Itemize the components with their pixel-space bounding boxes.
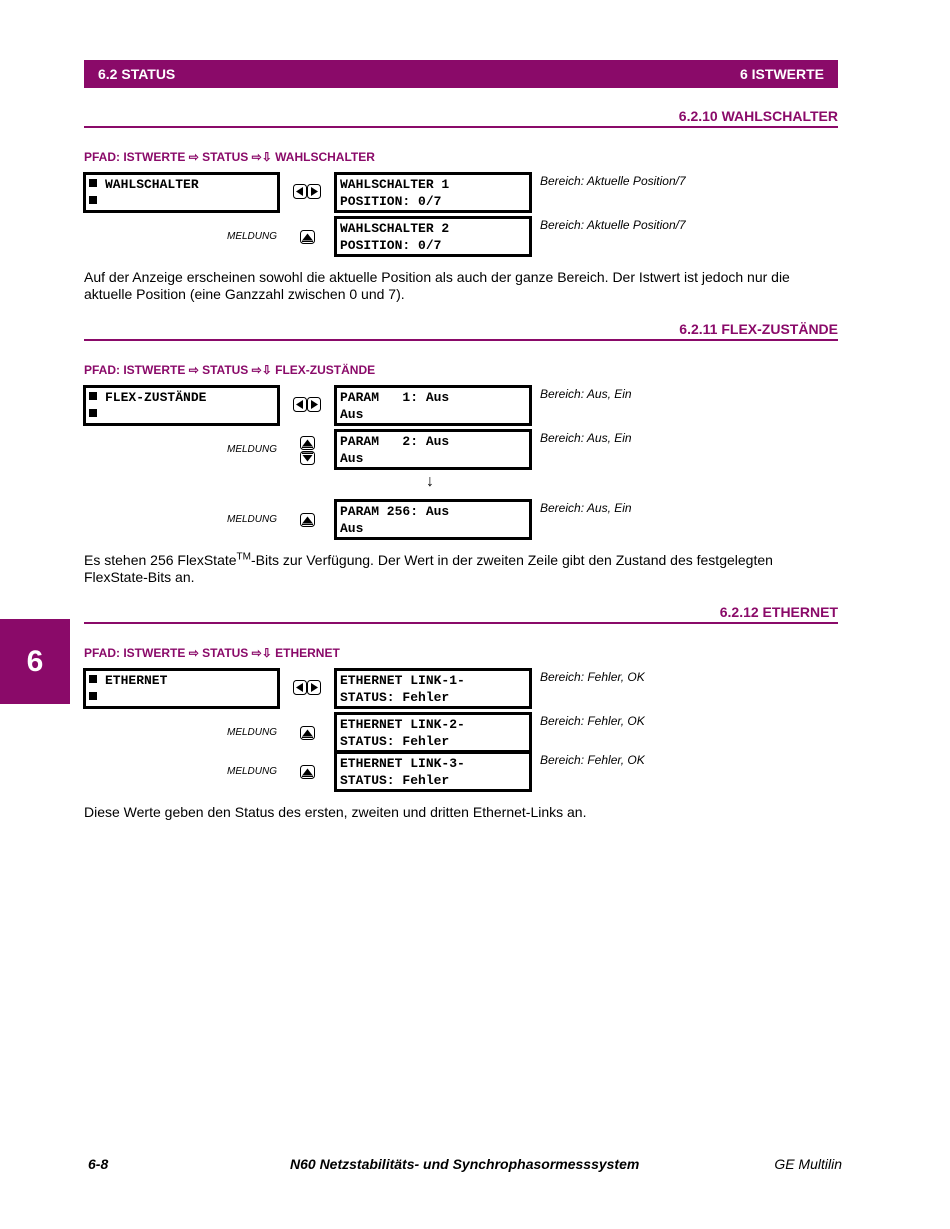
range-label: Bereich: Aus, Ein	[540, 501, 632, 515]
left-right-keys-icon	[293, 680, 322, 696]
text-part: -Bits zur Verfügung. Der Wert in der zweiten Zeile gibt den Zustand des festgelegten FlexState-Bits an.	[84, 552, 773, 585]
header-right: 6 ISTWERTE	[739, 66, 824, 82]
menu-box-ethernet	[83, 668, 280, 709]
value-line-2: STATUS: Fehler	[340, 734, 450, 749]
value-box	[334, 668, 532, 709]
range-label: Bereich: Aus, Ein	[540, 387, 632, 401]
range-label: Bereich: Fehler, OK	[540, 714, 645, 728]
path-part: PFAD: ISTWERTE	[84, 363, 186, 377]
up-key-icon	[300, 513, 316, 528]
paragraph-ethernet: Diese Werte geben den Status des ersten, zweiten und dritten Ethernet-Links an.	[84, 804, 587, 820]
range-label: Bereich: Aus, Ein	[540, 431, 632, 445]
text-part: Es stehen 256 FlexState	[84, 552, 237, 568]
value-line-1: ETHERNET LINK-2-	[340, 717, 465, 732]
range-label: Bereich: Fehler, OK	[540, 670, 645, 684]
up-key-icon	[300, 765, 316, 780]
section-title-ethernet: 6.2.12 ETHERNET	[719, 604, 838, 620]
value-box	[334, 712, 532, 753]
footer-title: N60 Netzstabilitäts- und Synchrophasormesssystem	[290, 1156, 640, 1172]
value-line-2: POSITION: 0/7	[340, 194, 442, 209]
meldung-label: MELDUNG	[226, 766, 277, 777]
section-title-flex: 6.2.11 FLEX-ZUSTÄNDE	[679, 321, 838, 337]
meldung-label: MELDUNG	[226, 231, 277, 242]
value-line-2: Aus	[340, 451, 364, 466]
section-divider	[84, 622, 838, 624]
path-part: STATUS	[202, 646, 249, 660]
path-part: STATUS	[202, 363, 249, 377]
value-line-1: PARAM 1: Aus	[340, 390, 450, 405]
header-left: 6.2 STATUS	[98, 66, 176, 82]
value-line-2: STATUS: Fehler	[340, 690, 450, 705]
range-label: Bereich: Aktuelle Position/7	[540, 218, 686, 232]
up-key-icon	[300, 230, 316, 245]
path-part: STATUS	[202, 150, 249, 164]
path-ethernet	[84, 646, 340, 660]
value-line-1: PARAM 256: Aus	[340, 504, 450, 519]
path-part: ETHERNET	[275, 646, 340, 660]
path-part: FLEX-ZUSTÄNDE	[275, 363, 376, 377]
up-key-icon	[300, 726, 316, 741]
path-wahlschalter	[84, 150, 375, 164]
value-line-2: POSITION: 0/7	[340, 238, 442, 253]
value-box	[334, 172, 532, 213]
value-line-1: ETHERNET LINK-3-	[340, 756, 465, 771]
value-box	[334, 429, 532, 470]
path-part: PFAD: ISTWERTE	[84, 150, 186, 164]
page-header-bar	[84, 60, 838, 88]
section-title-wahlschalter: 6.2.10 WAHLSCHALTER	[678, 108, 838, 124]
right-arrow-icon: ⇨	[251, 150, 262, 164]
menu-label: ETHERNET	[105, 673, 168, 688]
meldung-label: MELDUNG	[226, 514, 277, 525]
path-flex	[84, 363, 375, 377]
chapter-side-tab: 6	[0, 619, 70, 704]
menu-label: WAHLSCHALTER	[105, 177, 199, 192]
up-key-icon	[300, 436, 316, 451]
range-label: Bereich: Aktuelle Position/7	[540, 174, 686, 188]
menu-box-flex	[83, 385, 280, 426]
menu-box-wahlschalter	[83, 172, 280, 213]
meldung-label: MELDUNG	[226, 444, 277, 455]
path-part: PFAD: ISTWERTE	[84, 646, 186, 660]
value-box	[334, 499, 532, 540]
value-line-1: WAHLSCHALTER 1	[340, 177, 450, 192]
trademark-sup: TM	[236, 551, 251, 563]
footer-page-number: 6-8	[88, 1156, 109, 1172]
range-label: Bereich: Fehler, OK	[540, 753, 645, 767]
value-box	[334, 385, 532, 426]
value-line-1: PARAM 2: Aus	[340, 434, 450, 449]
value-line-1: ETHERNET LINK-1-	[340, 673, 465, 688]
right-arrow-icon: ⇨	[251, 646, 262, 660]
left-right-keys-icon	[293, 397, 322, 413]
right-arrow-icon: ⇨	[188, 646, 199, 660]
right-arrow-icon: ⇨	[188, 363, 199, 377]
right-arrow-icon: ⇨	[251, 363, 262, 377]
right-arrow-icon: ⇨	[188, 150, 199, 164]
down-arrow-icon: ⇩	[261, 150, 272, 164]
down-arrow-icon: ⇩	[261, 363, 272, 377]
value-box	[334, 751, 532, 792]
down-key-icon	[300, 451, 316, 466]
paragraph-wahlschalter: Auf der Anzeige erscheinen sowohl die aktuelle Position als auch der ganze Bereich. Der Istwert ist jedoch nur die aktuelle Position (eine Ganzzahl zwischen 0 und 7).	[84, 269, 790, 302]
footer-company: GE Multilin	[774, 1156, 842, 1172]
continuation-arrow: ↓	[426, 473, 434, 490]
value-line-2: Aus	[340, 521, 364, 536]
value-box	[334, 216, 532, 257]
value-line-1: WAHLSCHALTER 2	[340, 221, 450, 236]
value-line-2: STATUS: Fehler	[340, 773, 450, 788]
value-line-2: Aus	[340, 407, 364, 422]
path-part: WAHLSCHALTER	[275, 150, 375, 164]
section-divider	[84, 126, 838, 128]
section-divider	[84, 339, 838, 341]
paragraph-flex	[84, 552, 840, 586]
down-arrow-icon: ⇩	[261, 646, 272, 660]
menu-label: FLEX-ZUSTÄNDE	[105, 390, 207, 405]
meldung-label: MELDUNG	[226, 727, 277, 738]
left-right-keys-icon	[293, 184, 322, 200]
